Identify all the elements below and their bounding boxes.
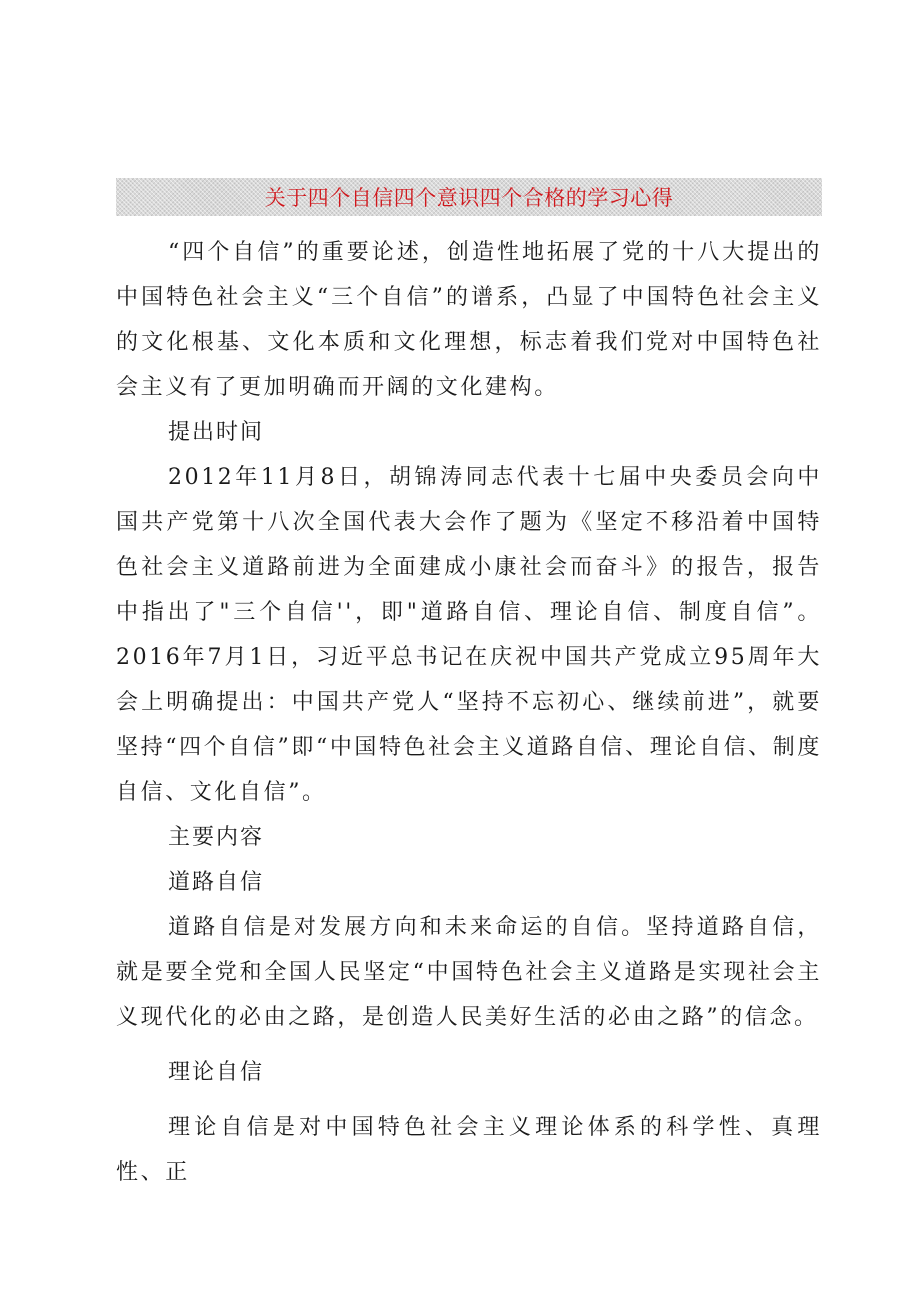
paragraph-intro: “四个自信”的重要论述，创造性地拓展了党的十八大提出的中国特色社会主义“三个自信”的谱系，凸显了中国特色社会主义的文化根基、文化本质和文化理想，标志着我们党对中国特色社会主义有了更加明确而开阔的文化建构。	[116, 240, 822, 400]
subheading-road-confidence: 道路自信	[168, 870, 265, 895]
document-title: 关于四个自信四个意识四个合格的学习心得	[264, 186, 674, 210]
title-banner	[116, 178, 822, 216]
paragraph-timing: 2012年11月8日，胡锦涛同志代表十七届中央委员会向中国共产党第十八次全国代表大会作了题为《坚定不移沿着中国特色社会主义道路前进为全面建成小康社会而奋斗》的报告，报告中指出了"三个自信''，即"道路自信、理论自信、制度自信”。2016年7月1日，习近平总书记在庆祝中国共产党成立95周年大会上明确提出：中国共产党人“坚持不忘初心、继续前进”，就要坚持“四个自信”即“中国特色社会主义道路自信、理论自信、制度自信、文化自信”。	[116, 465, 822, 805]
section-heading-content: 主要内容	[168, 825, 265, 850]
paragraph-road-confidence: 道路自信是对发展方向和未来命运的自信。坚持道路自信，就是要全党和全国人民坚定“中国特色社会主义道路是实现社会主义现代化的必由之路，是创造人民美好生活的必由之路”的信念。	[116, 915, 822, 1030]
subheading-theory-confidence: 理论自信	[168, 1060, 265, 1085]
section-heading-timing: 提出时间	[168, 420, 265, 445]
document-body	[116, 230, 822, 1195]
paragraph-theory-confidence: 理论自信是对中国特色社会主义理论体系的科学性、真理性、正	[116, 1115, 822, 1185]
